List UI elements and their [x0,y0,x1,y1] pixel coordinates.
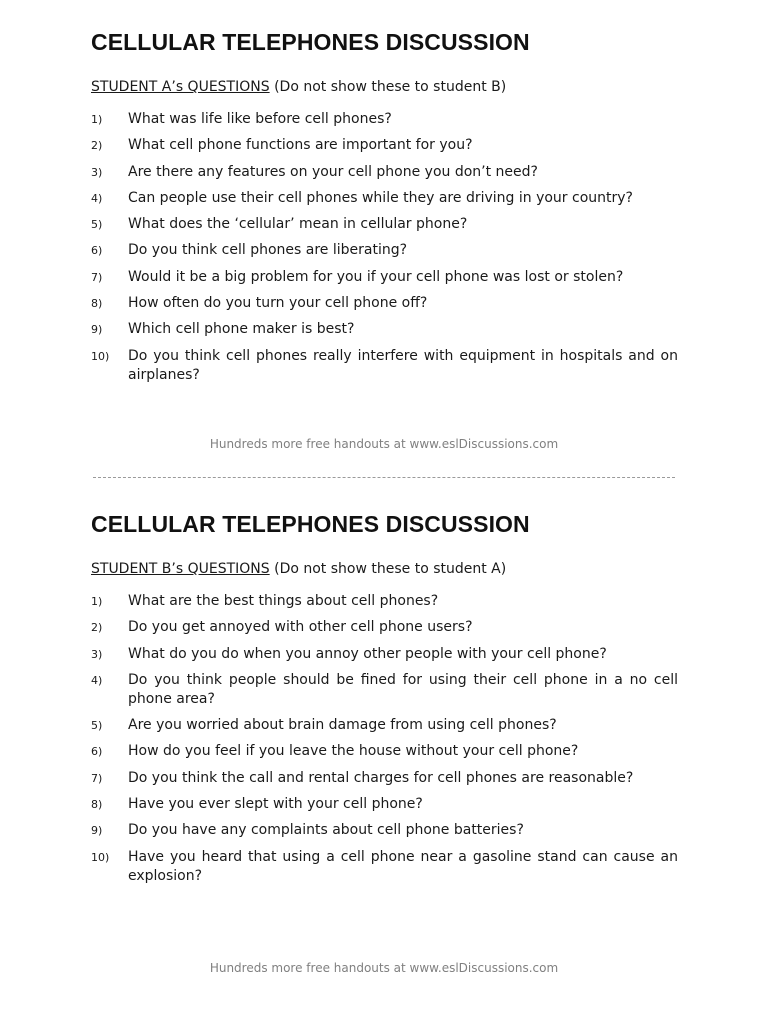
section-a-subtitle [91,78,678,96]
question-text: What cell phone functions are important for you? [128,137,473,154]
section-a-note: (Do not show these to student B) [274,79,507,95]
question-number: 4) [91,673,103,687]
question-number: 2) [91,621,103,635]
question-item [91,347,678,385]
question-item [91,110,678,129]
question-number: 7) [91,771,103,785]
question-item [91,268,678,287]
question-text: Would it be a big problem for you if your cell phone was lost or stolen? [128,268,624,285]
question-item [91,645,678,664]
question-text: Are you worried about brain damage from using cell phones? [128,717,557,734]
question-item [91,592,678,611]
section-b-question-list [91,592,678,886]
section-a-footer: Hundreds more free handouts at www.eslDiscussions.com [209,437,559,451]
question-number: 1) [91,595,103,608]
question-number: 10) [91,349,110,363]
question-item [91,189,678,208]
section-b-title: CELLULAR TELEPHONES DISCUSSION [91,511,530,537]
question-text: What does the ‘cellular’ mean in cellular phone? [128,216,468,233]
section-a-label: STUDENT A’s QUESTIONS [91,79,270,95]
question-number: 4) [91,191,103,205]
question-text: Have you ever slept with your cell phone? [128,796,423,813]
question-number: 9) [91,323,103,337]
question-text: Which cell phone maker is best? [128,321,355,338]
question-item [91,742,678,761]
question-number: 6) [91,745,103,759]
question-number: 1) [91,113,103,126]
question-number: 10) [91,850,110,864]
cut-line-divider [93,477,675,478]
question-text: What are the best things about cell phones? [128,593,439,609]
question-text: Do you think cell phones really interfere with equipment in hospitals and on airplanes? [128,347,678,383]
question-item [91,618,678,637]
section-b-note: (Do not show these to student A) [274,561,507,577]
question-number: 8) [91,297,103,311]
question-item [91,716,678,735]
question-text: Are there any features on your cell phone you don’t need? [128,163,538,180]
question-item [91,163,678,182]
question-number: 8) [91,798,103,812]
question-number: 9) [91,824,103,838]
question-text: What do you do when you annoy other people with your cell phone? [128,645,607,662]
question-item [91,136,678,155]
question-item [91,215,678,234]
question-text: How often do you turn your cell phone off? [128,295,428,312]
question-text: Do you get annoyed with other cell phone users? [128,619,473,636]
question-text: How do you feel if you leave the house without your cell phone? [128,743,579,760]
question-number: 5) [91,719,103,733]
question-item [91,769,678,788]
question-item [91,294,678,313]
question-number: 2) [91,139,103,153]
question-text: Have you heard that using a cell phone near a gasoline stand can cause an explosion? [128,848,678,884]
question-text: Can people use their cell phones while they are driving in your country? [128,189,633,206]
question-number: 5) [91,218,103,232]
section-b-footer: Hundreds more free handouts at www.eslDiscussions.com [209,961,559,975]
section-b-subtitle [91,560,678,578]
question-number: 6) [91,244,103,258]
student-a-section [91,28,678,392]
question-item [91,848,678,886]
question-item [91,320,678,339]
question-text: Do you think people should be fined for using their cell phone in a no cell phone area? [128,671,678,707]
question-item [91,671,678,709]
section-a-question-list [91,110,678,385]
question-text: Do you think cell phones are liberating? [128,242,408,259]
question-item [91,821,678,840]
question-text: What was life like before cell phones? [128,111,392,127]
section-b-label: STUDENT B’s QUESTIONS [91,561,270,577]
question-text: Do you think the call and rental charges for cell phones are reasonable? [128,769,634,786]
question-item [91,795,678,814]
question-number: 7) [91,270,103,284]
question-number: 3) [91,165,103,179]
section-a-title: CELLULAR TELEPHONES DISCUSSION [91,29,530,55]
question-text: Do you have any complaints about cell phone batteries? [128,822,524,839]
question-item [91,241,678,260]
question-number: 3) [91,647,103,661]
student-b-section [91,510,678,893]
